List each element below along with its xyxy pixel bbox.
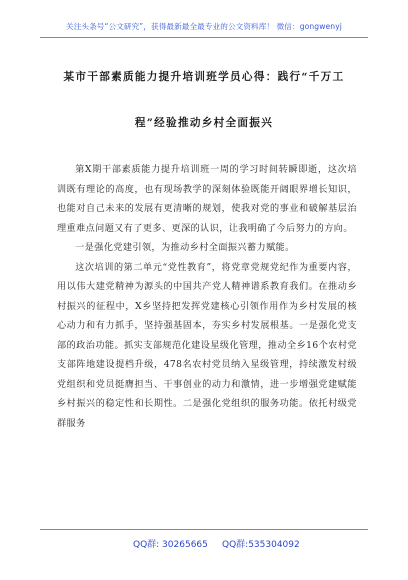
page-header-notice: 关注头条号“公文研究”，获得最新最全最专业的公文资料库！ 微信：gongwenyj (66, 22, 342, 31)
footer-qq-group-2: QQ群:535304092 (222, 540, 300, 550)
document-title-line-1: 某市干部素质能力提升培训班学员心得：践行“千万工 (63, 71, 345, 83)
header-divider (40, 37, 368, 38)
document-title-line-2: 程”经验推动乡村全面振兴 (134, 117, 274, 129)
footer-divider (40, 529, 368, 530)
body-paragraph: 第X期干部素质能力提升培训班一周的学习时间转瞬即逝，这次培训既有理论的高度，也有现场教学的深刻体验既能开阔眼界增长知识，也能对自己未来的发展有更清晰的规划，使我对党的事业和破解基层治理重难点问题又有了更多、更深的认识，让我明确了今后努力的方向。 (57, 165, 357, 234)
footer-qq-group-1: QQ群: 30265665 (133, 540, 208, 550)
body-paragraph: 一是强化党建引领，为推动乡村全面振兴蓄力赋能。 (75, 243, 295, 253)
body-paragraph: 这次培训的第二单元“党性教育”，将党章党规党纪作为重要内容，用以伟大建党精神为源头的中国共产党人精神谱系教育我们。在推动乡村振兴的征程中，X乡坚持把发挥党建核心引领作用作为乡村发展的核心动力和有力抓手，坚持强基固本，夯实乡村发展根基。一是强化党支部的政治功能。抓实支部规范化建设星级化管理，推动全乡16个农村党支部阵地建设提档升级，478名农村党员纳入星级管理，持续激发村级党组织和党员挺膺担当、干事创业的动力和激情，进一步增强党建赋能乡村振兴的稳定性和长期性。二是强化党组织的服务功能。依托村级党群服务 (57, 262, 357, 429)
document-body (57, 161, 357, 434)
